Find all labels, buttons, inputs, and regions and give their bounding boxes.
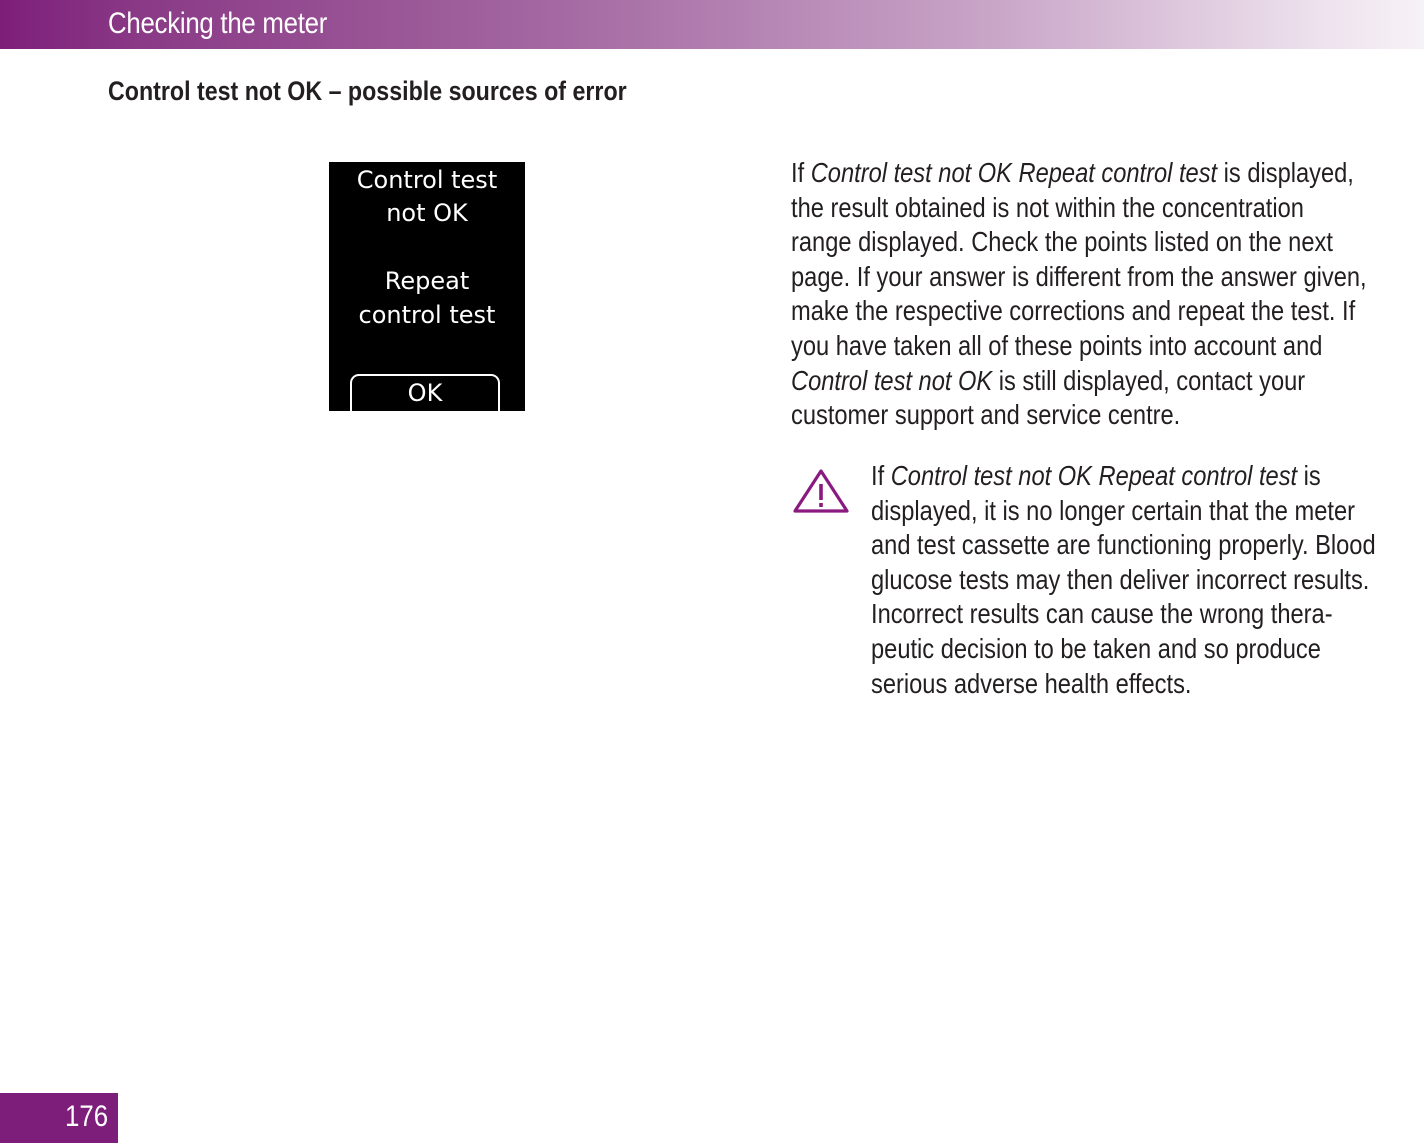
warning-line: glucose tests may then deliver incorrect results. [871, 563, 1370, 595]
display-ok-button: OK [350, 374, 500, 411]
header-bar [0, 0, 1424, 49]
paragraph-line: page. If your answer is different from the answer given, [791, 260, 1367, 292]
warning-line: If Control test not OK Repeat control test is [871, 460, 1321, 491]
paragraph-line: customer support and service centre. [791, 399, 1181, 431]
section-heading: Control test not OK – possible sources of error [108, 76, 627, 106]
paragraph-line: the result obtained is not within the concentration [791, 191, 1304, 223]
paragraph-line: Control test not OK is still displayed, contact your [791, 364, 1306, 396]
page-number-tab [0, 1093, 118, 1143]
paragraph-line: you have taken all of these points into account and [791, 329, 1323, 361]
warning-paragraph [871, 459, 1376, 701]
display-line-1: Control test [356, 166, 498, 194]
meter-display-illustration [329, 162, 525, 411]
warning-line: serious adverse health effects. [871, 667, 1192, 699]
display-line-2: not OK [386, 199, 468, 227]
display-line-4: control test [358, 301, 496, 329]
main-paragraph [791, 156, 1367, 433]
paragraph-line: range displayed. Check the points listed on the next [791, 226, 1333, 258]
warning-line: Incorrect results can cause the wrong thera- [871, 598, 1333, 630]
warning-line: displayed, it is no longer certain that the meter [871, 494, 1355, 526]
warning-triangle-icon [792, 468, 850, 514]
warning-line: peutic decision to be taken and so produce [871, 632, 1321, 664]
warning-line: and test cassette are functioning properly. Blood [871, 529, 1376, 561]
page-number: 176 [64, 1100, 108, 1133]
chapter-title: Checking the meter [108, 7, 328, 40]
paragraph-line: make the respective corrections and repeat the test. If [791, 295, 1356, 327]
paragraph-line: If Control test not OK Repeat control test is displayed, [791, 157, 1354, 188]
display-line-3: Repeat [384, 267, 470, 295]
